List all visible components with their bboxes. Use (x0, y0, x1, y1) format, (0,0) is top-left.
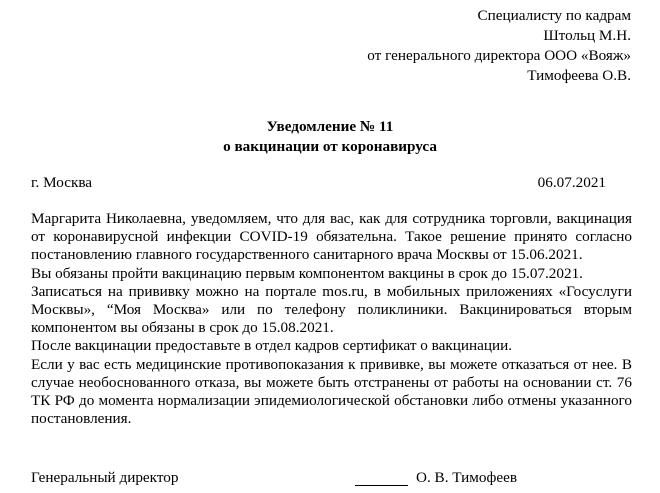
document-body (31, 210, 632, 428)
body-paragraph: Если у вас есть медицинские противопоказания к прививке, вы можете отказаться от нее. В случае необоснованного отказа, вы можете быть отстранены от работы на основании ст. 76 ТК РФ до момента нормализации эпидемиологической обстановки либо отмены указанного постановления. (31, 355, 632, 428)
addressee-sender-title: от генерального директора ООО «Вояж» (367, 47, 631, 64)
body-paragraph: Записаться на прививку можно на портале mos.ru, в мобильных приложениях «Госуслуги Москвы», “Моя Москва» или по телефону поликлиники. Вакцинироваться вторым компонентом вы обязаны в срок до 15.08.2021. (31, 282, 632, 337)
body-paragraph: Вы обязаны пройти вакцинацию первым компонентом вакцины в срок до 15.07.2021. (31, 264, 583, 282)
title-line-2: о вакцинации от коронавируса (223, 138, 437, 155)
document-title (0, 117, 660, 157)
title-line-1: Уведомление № 11 (266, 118, 394, 135)
body-paragraph: После вакцинации предоставьте в отдел кадров сертификат о вакцинации. (31, 337, 513, 355)
addressee-recipient-title: Специалисту по кадрам (477, 7, 631, 24)
document-date: 06.07.2021 (537, 174, 606, 191)
addressee-sender-name: Тимофеева О.В. (527, 67, 631, 84)
signer-position: Генеральный директор (31, 469, 179, 486)
addressee-recipient-name: Штольц М.Н. (543, 27, 631, 44)
signer-name: О. В. Тимофеев (416, 469, 518, 486)
addressee-block (367, 6, 631, 86)
signature-line (355, 468, 408, 486)
body-paragraph: Маргарита Николаевна, уведомляем, что для вас, как для сотрудника торговли, вакцинация от коронавирусной инфекции COVID-19 обязательна. Такое решение принято согласно постановлению главного государственного санитарного врача Москвы от 15.06.2021. (31, 210, 632, 264)
document-place: г. Москва (31, 174, 93, 191)
